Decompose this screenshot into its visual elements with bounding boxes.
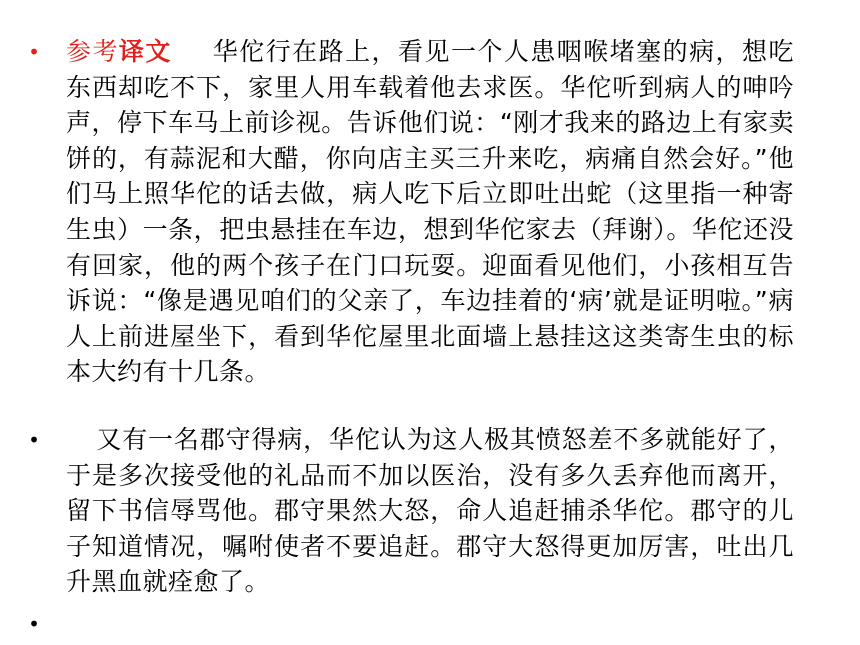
bullet-icon: •: [28, 428, 40, 452]
bullet-icon: •: [28, 40, 40, 64]
translation-label: 译文: [118, 37, 172, 66]
paragraph-text: 华佗行在路上，看见一个人患咽喉堵塞的病，想吃东西却吃不下，家里人用车载着他去求医。华佗听到病人的呻吟声，停下车马上前诊视。告诉他们说：“刚才我来的路边上有家卖饼的，有蒜泥和大醋，你向店主买三升来吃，病痛自然会好。”他们马上照华佗的话去做，病人吃下后立即吐出蛇（这里指一种寄生虫）一条，把虫悬挂在车边，想到华佗家去（拜谢）。华佗还没有回家，他的两个孩子在门口玩耍。迎面看见他们，小孩相互告诉说：“像是遇见咱们的父亲了，车边挂着的‘病’就是证明啦。”病人上前进屋坐下，看到华佗屋里北面墙上悬挂这这类寄生虫的标本大约有十几条。: [66, 37, 794, 387]
translation-paragraph: [66, 34, 794, 390]
story-paragraph: [66, 422, 794, 600]
bullet-icon: •: [28, 612, 40, 636]
paragraph-text: 又有一名郡守得病，华佗认为这人极其愤怒差不多就能好了，于是多次接受他的礼品而不加以医治，没有多久丢弃他而离开，留下书信辱骂他。郡守果然大怒，命人追赶捕杀华佗。郡守的儿子知道情况，嘱咐使者不要追赶。郡守大怒得更加厉害，吐出几升黑血就痊愈了。: [66, 425, 794, 597]
reference-label: 参考: [66, 37, 119, 66]
